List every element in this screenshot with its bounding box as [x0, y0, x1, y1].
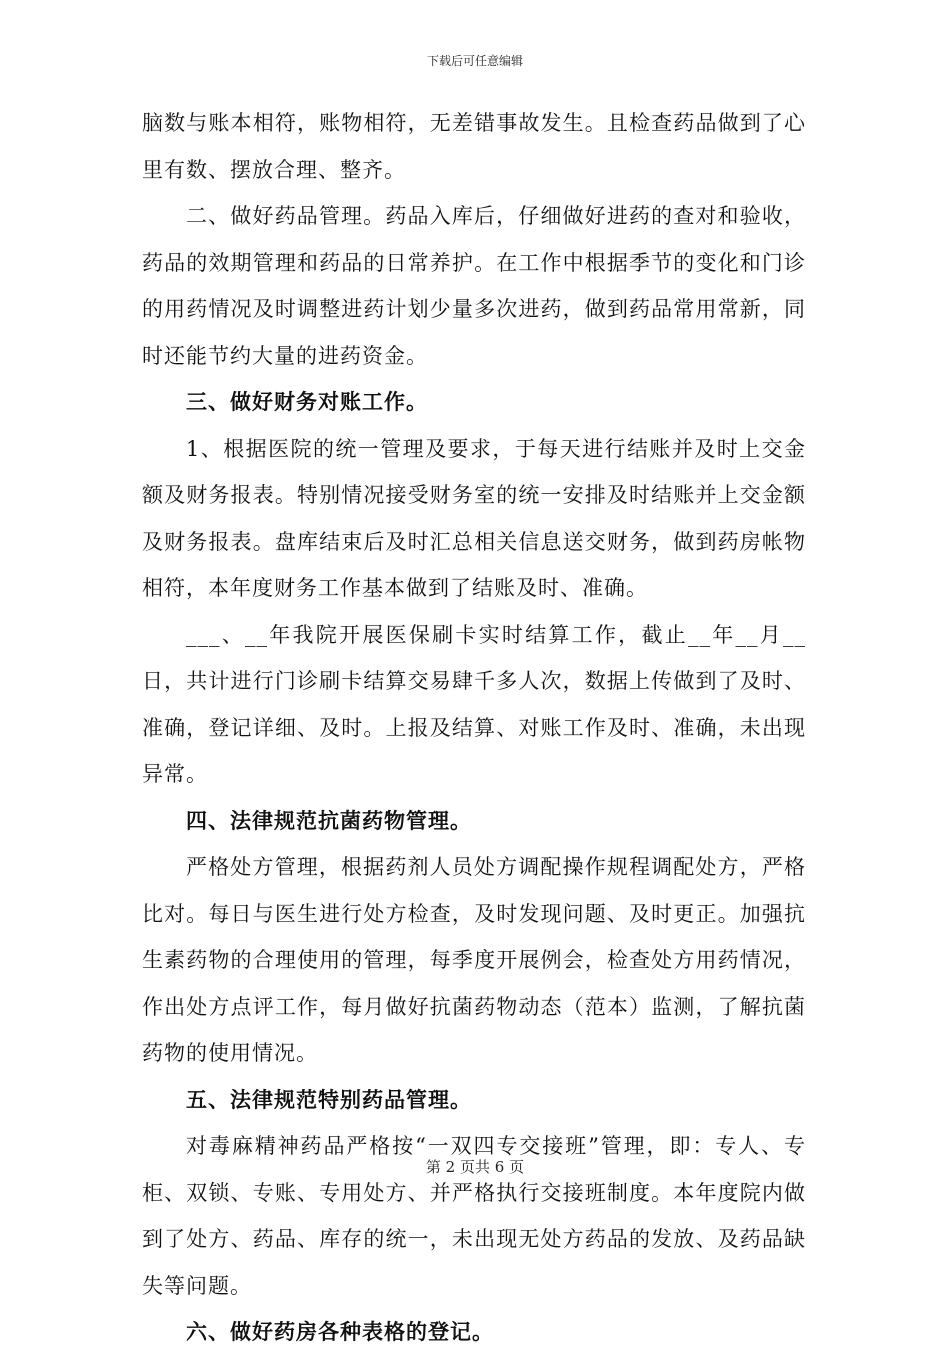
section-heading-5: 五、法律规范特别药品管理。	[186, 1086, 472, 1112]
page-header: 下载后可任意编辑	[426, 54, 523, 68]
paragraph-2: 二、做好药品管理。药品入库后，仔细做好进药的查对和验收，药品的效期管理和药品的日常养护。在工作中根据季节的变化和门诊的用药情况及时调整进药计划少量多次进药，做到药品常用常新，同时还能节约大量的进药资金。	[142, 204, 806, 368]
page-footer: 第 2 页共 6 页	[425, 1158, 525, 1176]
section-heading-3: 三、做好财务对账工作。	[186, 389, 428, 414]
paragraph-5: ___、__年我院开展医保刷卡实时结算工作，截止__年__月__日，共计进行门诊刷卡结算交易肆千多人次，数据上传做到了及时、准确，登记详细、及时。上报及结算、对账工作及时、准确，未出现异常。	[142, 622, 806, 786]
paragraph-9: 对毒麻精神药品严格按“一双四专交接班”管理，即：专人、专柜、双锁、专账、专用处方、并严格执行交接班制度。本年度院内做到了处方、药品、库存的统一，未出现无处方药品的发放、及药品缺失等问题。	[142, 1134, 806, 1298]
section-heading-4: 四、法律规范抗菌药物管理。	[186, 807, 472, 833]
paragraph-7: 严格处方管理，根据药剂人员处方调配操作规程调配处方，严格比对。每日与医生进行处方检查，及时发现问题、及时更正。加强抗生素药物的合理使用的管理，每季度开展例会，检查处方用药情况，作出处方点评工作，每月做好抗菌药物动态（范本）监测，了解抗菌药物的使用情况。	[142, 855, 806, 1065]
section-heading-6: 六、做好药房各种表格的登记。	[186, 1319, 494, 1344]
paragraph-1: 脑数与账本相符，账物相符，无差错事故发生。且检查药品做到了心里有数、摆放合理、整齐。	[142, 111, 806, 182]
paragraph-4: 1、根据医院的统一管理及要求，于每天进行结账并及时上交金额及财务报表。特别情况接受财务室的统一安排及时结账并上交金额及财务报表。盘库结束后及时汇总相关信息送交财务，做到药房帐物相符，本年度财务工作基本做到了结账及时、准确。	[142, 436, 806, 600]
